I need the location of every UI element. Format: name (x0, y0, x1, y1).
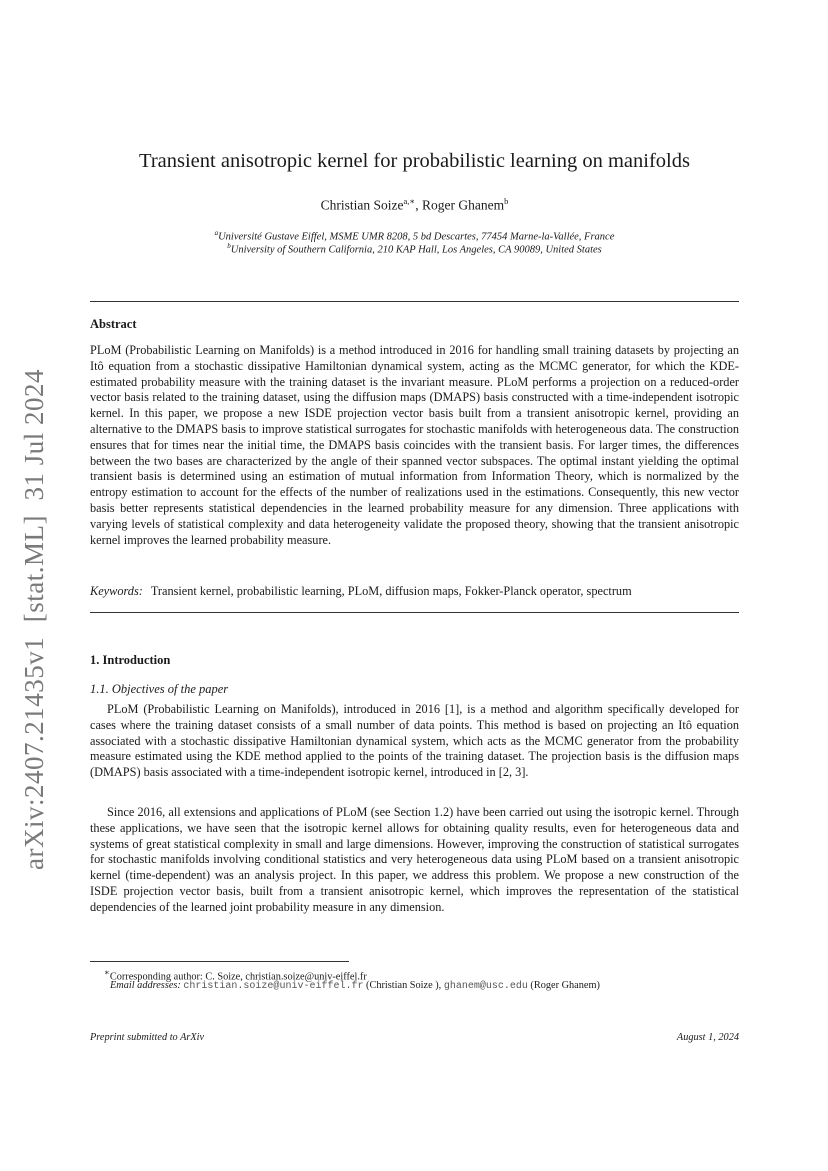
arxiv-stamp (14, 0, 54, 870)
footnote-text: Corresponding author: C. Soize, christian.soize@univ-eiffel.fr (109, 971, 367, 983)
author-mark: b (504, 196, 509, 206)
divider (90, 301, 739, 302)
subsection-heading: 1.1. Objectives of the paper (90, 682, 229, 696)
footnote-divider (90, 961, 349, 962)
keywords-text: Transient kernel, probabilistic learning, PLoM, diffusion maps, Fokker-Planck operator, spectrum (150, 584, 632, 598)
author-mark: a,∗ (403, 196, 416, 206)
affiliation-text: Université Gustave Eiffel, MSME UMR 8208, 5 bd Descartes, 77454 Marne-la-Vallée, France (218, 231, 615, 243)
paper-title: Transient anisotropic kernel for probabilistic learning on manifolds (139, 150, 690, 172)
body-paragraph: Since 2016, all extensions and applications of PLoM (see Section 1.2) have been carried out using the isotropic kernel. Through these applications, we have seen that the isotropic kernel allows for obtaining quality results, even for heterogeneous data and systems of great statistical complexity in small and large dimensions. However, improving the construction of statistical surrogates for stochastic manifolds involving conditional statistics and very heterogeneous data using PLoM based on a transient anisotropic kernel (time-dependent) was an analysis project. In this paper, we address this problem. We propose a new construction of the ISDE projection vector basis, built from a transient anisotropic kernel, which improves the representation of the statistical dependencies of the learned joint probability measure in any dimension. (90, 805, 739, 914)
arxiv-category: [stat.ML] (19, 515, 49, 623)
email-label: Email addresses: (110, 980, 181, 991)
affiliation (90, 240, 739, 257)
abstract-heading: Abstract (90, 317, 137, 331)
author-separator: , (415, 197, 422, 213)
author-name: Christian Soize (320, 197, 404, 213)
section-heading: 1. Introduction (90, 653, 171, 667)
arxiv-id: arXiv:2407.21435v1 (19, 636, 49, 870)
email-link[interactable]: christian.soize@univ-eiffel.fr (183, 981, 364, 992)
email-link[interactable]: ghanem@usc.edu (443, 981, 528, 992)
abstract-body: PLoM (Probabilistic Learning on Manifolds) is a method introduced in 2016 for handling small training datasets by projecting an Itô equation from a stochastic dissipative Hamiltonian dynamical system, acting as the MCMC generator, for which the KDE-estimated probability measure with the training dataset is the invariant measure. PLoM performs a projection on a reduced-order vector basis related to the training dataset, using the diffusion maps (DMAPS) basis constructed with a time-independent isotropic kernel. In this paper, we propose a new ISDE projection vector basis built from a transient anisotropic kernel, providing an alternative to the DMAPS basis to improve statistical surrogates for stochastic manifolds with heterogeneous data. The construction ensures that for times near the initial time, the DMAPS basis coincides with the transient basis. For larger times, the differences between the two bases are characterized by the angle of their spanned vector subspaces. The optimal instant yielding the optimal transient basis is determined using an estimation of mutual information from Information Theory, which is normalized by the entropy estimation to account for the effects of the number of realizations used in the estimations. Consequently, this new vector basis better represents statistical dependencies in the learned probability measure for any dimension. Three applications with varying levels of statistical complexity and data heterogeneity validate the proposed theory, showing that the transient anisotropic kernel improves the learned probability measure. (90, 343, 739, 547)
author-name: Roger Ghanem (421, 197, 505, 213)
email-owner: (Roger Ghanem) (530, 980, 600, 991)
divider (90, 612, 739, 613)
affiliation-text: University of Southern California, 210 KAP Hall, Los Angeles, CA 90089, United States (230, 244, 602, 256)
keywords (90, 584, 739, 599)
keywords-label: Keywords: (90, 584, 143, 598)
arxiv-date: 31 Jul 2024 (19, 369, 49, 501)
footnote-mark: ∗ (104, 967, 110, 977)
affiliation-mark: a (214, 229, 219, 237)
footnote-emails (110, 979, 759, 994)
affiliation-mark: b (227, 242, 231, 250)
author-list (90, 196, 739, 214)
body-paragraph: PLoM (Probabilistic Learning on Manifolds), introduced in 2016 [1], is a method and algorithm specifically developed for cases where the training dataset consists of a small number of data points. This method is based on projecting an Itô equation associated with a stochastic dissipative Hamiltonian dynamical system, which acts as the MCMC generator from the probability measure estimated using the KDE method applied to the points of the training dataset. The projection basis is the diffusion maps (DMAPS) basis associated with a time-independent isotropic kernel, introduced in [2, 3]. (90, 702, 739, 780)
footer-right: August 1, 2024 (676, 1032, 739, 1043)
email-owner: (Christian Soize ), (366, 980, 442, 991)
footer-left: Preprint submitted to ArXiv (90, 1032, 205, 1043)
